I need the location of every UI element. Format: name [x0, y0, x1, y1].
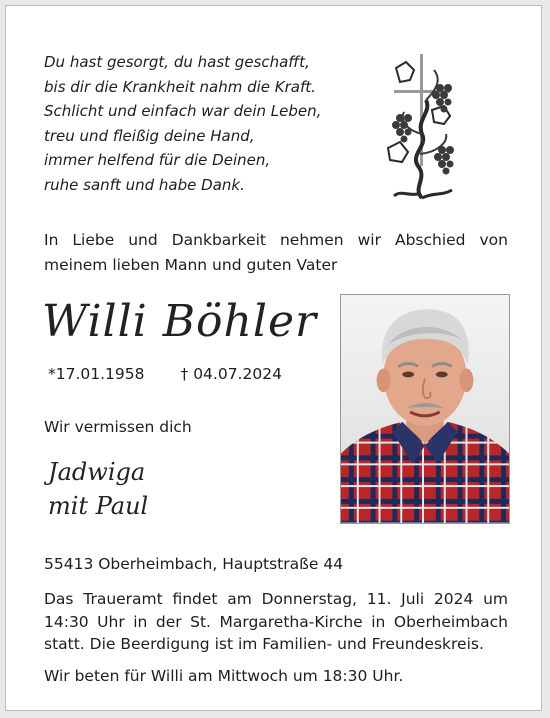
- death-date: 04.07.2024: [193, 365, 282, 383]
- birth-symbol: *: [48, 365, 56, 383]
- grapevine-cross-icon: [382, 50, 470, 202]
- poem-line: treu und fleißig deine Hand,: [44, 126, 255, 145]
- mourner-line: Jadwiga: [48, 458, 146, 486]
- death-symbol: †: [180, 365, 189, 383]
- mourner-line: mit Paul: [48, 492, 149, 520]
- mourners-names: [48, 455, 148, 523]
- poem: [44, 50, 374, 197]
- intro-text: [44, 228, 508, 278]
- service-line: statt. Die Beerdigung ist im Familien- und Freundeskreis.: [44, 635, 484, 653]
- obituary-card: [5, 5, 542, 711]
- poem-line: Du hast gesorgt, du hast geschafft,: [44, 53, 310, 71]
- intro-line: meinem lieben Mann und guten Vater: [44, 256, 338, 274]
- service-line: 14:30 Uhr in der St. Margaretha-Kirche in Oberheimbach: [44, 612, 508, 631]
- deceased-name: Willi Böhler: [42, 296, 318, 347]
- poem-line: immer helfend für die Deinen,: [44, 151, 271, 169]
- funeral-service-info: [44, 588, 508, 656]
- poem-line: bis dir die Krankheit nahm die Kraft.: [44, 77, 316, 96]
- intro-line: In Liebe und Dankbarkeit nehmen wir Abschied von: [44, 231, 508, 249]
- prayer-info: Wir beten für Willi am Mittwoch um 18:30 Uhr.: [44, 667, 404, 685]
- portrait-photo: [340, 294, 510, 524]
- birth-date: 17.01.1958: [55, 365, 145, 383]
- poem-line: Schlicht und einfach war dein Leben,: [44, 102, 322, 120]
- poem-line: ruhe sanft und habe Dank.: [44, 175, 245, 194]
- family-address: 55413 Oberheimbach, Hauptstraße 44: [44, 555, 344, 573]
- portrait-illustration: [341, 295, 509, 523]
- life-dates: [48, 365, 282, 383]
- service-line: Das Traueramt findet am Donnerstag, 11. Juli 2024 um: [44, 590, 508, 608]
- mourners-heading: Wir vermissen dich: [44, 418, 192, 436]
